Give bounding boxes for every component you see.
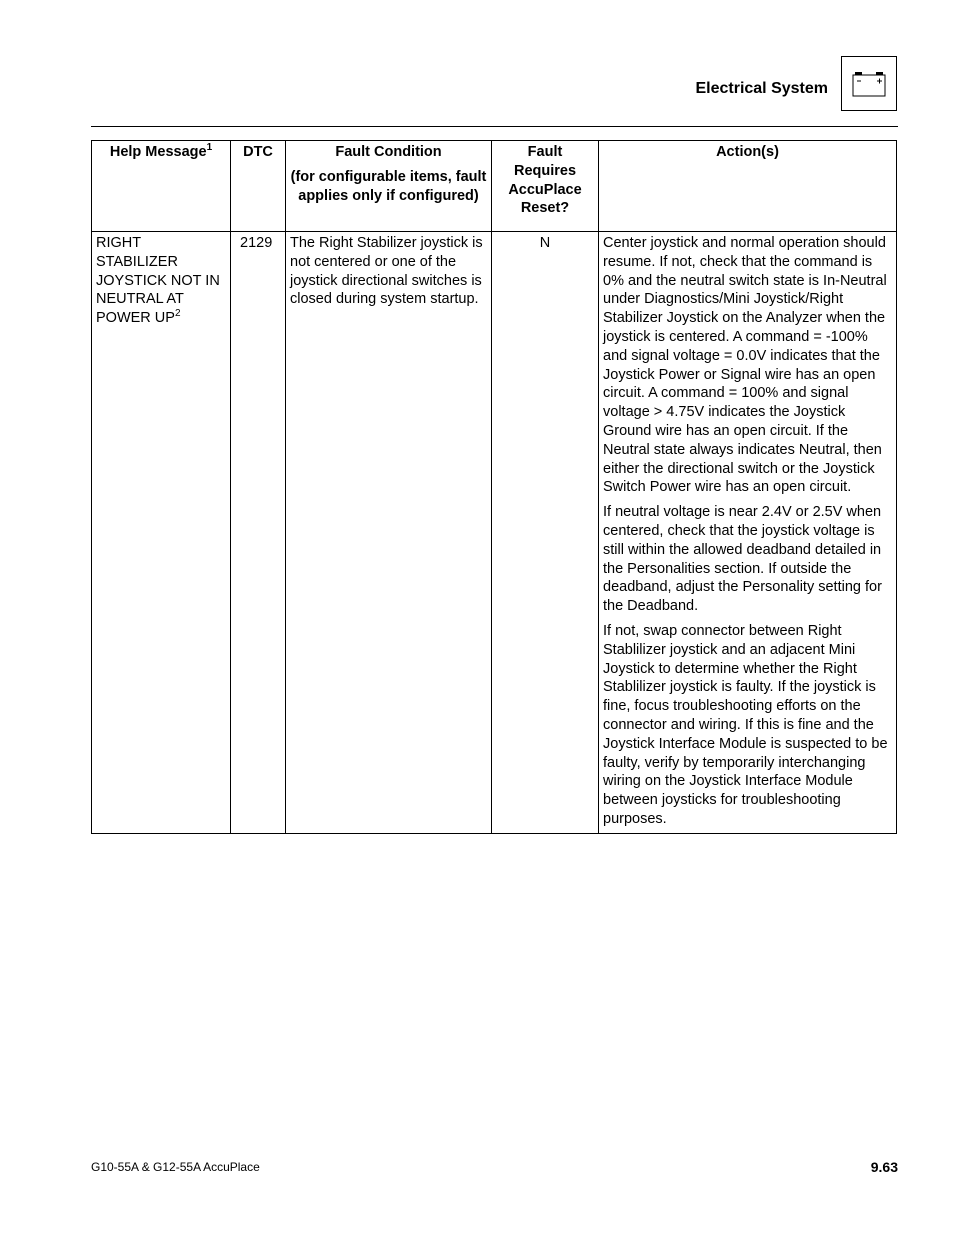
configurable-items-note: (for configurable items, fault applies only if configured): [290, 168, 487, 204]
column-header-dtc: DTC: [231, 141, 286, 232]
page-number: 9.63: [870, 1159, 898, 1175]
column-header-reset: Fault Requires AccuPlace Reset?: [492, 141, 599, 232]
column-header-actions: Action(s): [599, 141, 897, 232]
fault-condition-cell: The Right Stabilizer joystick is not centered or one of the joystick directional switches is closed during system startup.: [286, 232, 492, 834]
section-icon-box: [841, 56, 897, 111]
section-title: Electrical System: [695, 80, 828, 97]
help-message-cell: RIGHT STABILIZER JOYSTICK NOT IN NEUTRAL AT POWER $UP^2$: [92, 232, 231, 834]
action-paragraph: Center joystick and normal operation should resume. If not, check that the command is 0% and the neutral switch state is In-Neutral under Diagnostics/Mini Joystick/Right Stabilizer Joystick on the Analyzer when the joystick is centered. A command = -100% and signal voltage = 0.0V indicates that the Joystick Power or Signal wire has an open circuit. A command = 100% and signal voltage > 4.75V indicates the Joystick Ground wire has an open circuit. If the Neutral state always indicates Neutral, then either the directional switch or the Joystick Switch Power wire has an open circuit.: [603, 235, 887, 496]
footer-model: G10-55A & G12-55A AccuPlace: [91, 1160, 260, 1174]
action-paragraph: If neutral voltage is near 2.4V or 2.5V when centered, check that the joystick voltage is still within the allowed deadband detailed in the Personalities section. If outside the deadband, adjust the Personality setting for the Deadband.: [603, 504, 882, 615]
action-paragraph: If not, swap connector between Right Stablilizer joystick and an adjacent Mini Joystick to determine whether the Right Stablilizer joystick is faulty. If the joystick is fine, focus troubleshooting efforts on the connector and wiring. If this is fine and the Joystick Interface Module is suspected to be faulty, verify by temporarily interchanging wiring on the Joystick Interface Module between joysticks for troubleshooting purposes.: [603, 622, 888, 827]
battery-icon: [852, 71, 886, 97]
table-row: [92, 232, 897, 834]
fault-code-table: [91, 140, 897, 834]
header-rule: [91, 126, 898, 127]
footnote-marker: 1: [206, 142, 213, 153]
column-header-help-message: Help Message$^1$: [92, 141, 231, 232]
column-header-fault-condition: Fault Condition (for configurable items, fault applies only if configured): [286, 141, 492, 232]
footnote-marker: 2: [174, 308, 181, 320]
actions-cell: [599, 232, 897, 834]
dtc-cell: 2129: [231, 232, 286, 834]
table-header-row: [92, 141, 897, 232]
reset-required-cell: N: [492, 232, 599, 834]
